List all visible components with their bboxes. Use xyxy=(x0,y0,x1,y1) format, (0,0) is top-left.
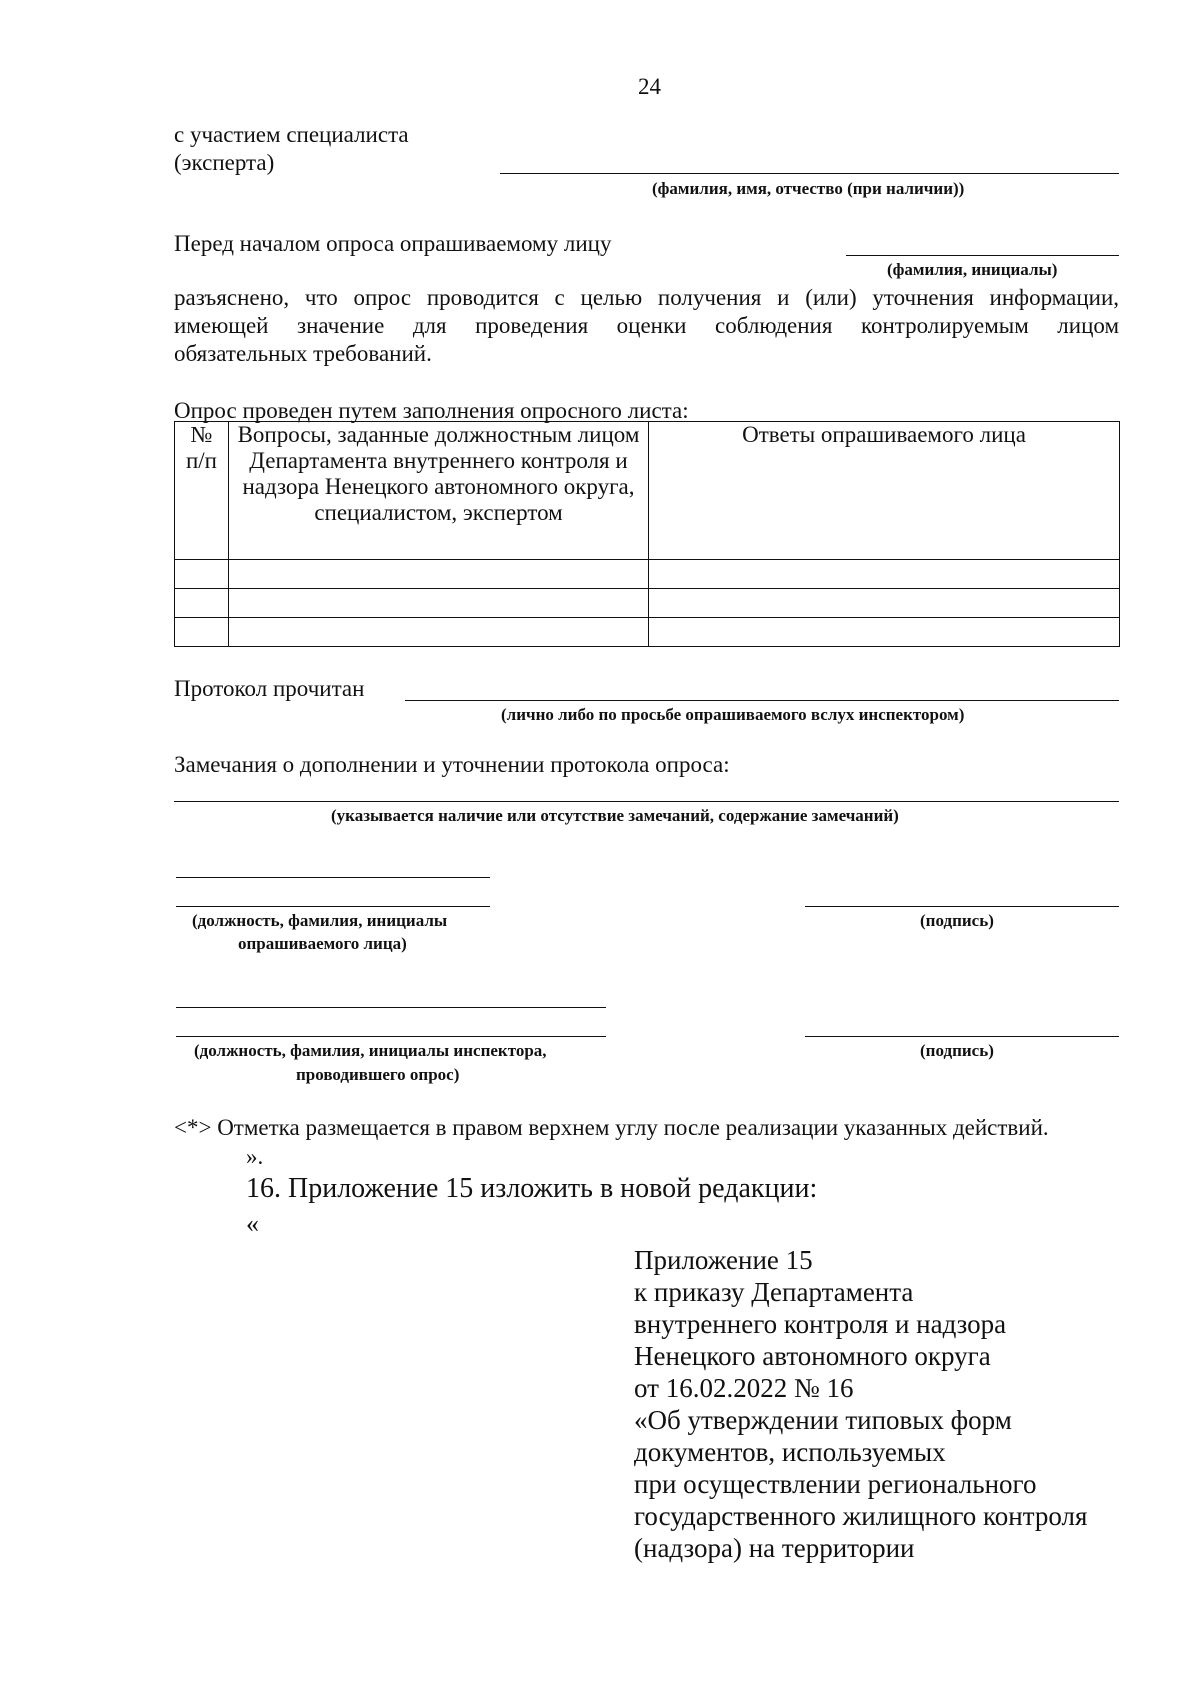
intro-paragraph-line-3: обязательных требований. xyxy=(174,341,432,366)
protocol-line[interactable] xyxy=(405,700,1119,701)
respondent-name-line[interactable] xyxy=(846,255,1119,256)
footnote: <*> Отметка размещается в правом верхнем углу после реализации указанных действий. xyxy=(174,1115,1049,1140)
open-quote: « xyxy=(246,1209,259,1238)
specialist-label: с участием специалиста xyxy=(174,122,409,147)
appendix-header xyxy=(634,1244,1087,1564)
item-16: 16. Приложение 15 изложить в новой редакции: xyxy=(246,1173,818,1204)
appendix-line-10: (надзора) на территории xyxy=(634,1533,915,1563)
appendix-line-6: «Об утверждении типовых форм xyxy=(634,1405,1012,1435)
respondent-hint-2: опрашиваемого лица) xyxy=(238,934,407,953)
answer-cell[interactable] xyxy=(649,589,1120,618)
inspector-hint-1: (должность, фамилия, инициалы инспектора, xyxy=(194,1041,547,1060)
inspector-hint-2: проводившего опрос) xyxy=(296,1065,460,1084)
respondent-signature-hint: (подпись) xyxy=(920,911,994,930)
intro-paragraph-line-1: разъяснено, что опрос проводится с целью получения и (или) уточнения информации, xyxy=(174,285,1119,310)
row-number-cell[interactable] xyxy=(175,618,229,647)
respondent-hint: (фамилия, инициалы) xyxy=(887,260,1058,279)
specialist-hint: (фамилия, имя, отчество (при наличии)) xyxy=(652,179,965,198)
inspector-signature-hint: (подпись) xyxy=(920,1041,994,1060)
table-row xyxy=(175,589,1120,618)
answer-cell[interactable] xyxy=(649,618,1120,647)
remarks-line[interactable] xyxy=(174,801,1119,802)
appendix-line-7: документов, используемых xyxy=(634,1437,946,1467)
appendix-line-1: Приложение 15 xyxy=(634,1245,813,1275)
appendix-line-8: при осуществлении регионального xyxy=(634,1469,1037,1499)
appendix-line-2: к приказу Департамента xyxy=(634,1277,914,1307)
col-number-header: № п/п xyxy=(175,422,229,560)
intro-paragraph-line-2: имеющей значение для проведения оценки соблюдения контролируемым лицом xyxy=(174,313,1119,338)
row-number-cell[interactable] xyxy=(175,589,229,618)
survey-table xyxy=(174,421,1120,647)
col-answers-header: Ответы опрашиваемого лица xyxy=(649,422,1120,560)
protocol-label: Протокол прочитан xyxy=(174,676,365,701)
survey-title: Опрос проведен путем заполнения опросного листа: xyxy=(174,398,689,423)
inspector-position-line-1[interactable] xyxy=(176,1007,606,1008)
inspector-signature-line[interactable] xyxy=(805,1036,1119,1037)
respondent-hint-1: (должность, фамилия, инициалы xyxy=(192,911,448,930)
specialist-name-line[interactable] xyxy=(500,173,1119,174)
respondent-signature-line[interactable] xyxy=(805,906,1119,907)
respondent-position-line-1[interactable] xyxy=(176,877,490,878)
question-cell[interactable] xyxy=(229,560,649,589)
intro-text: Перед началом опроса опрашиваемому лицу xyxy=(174,231,612,256)
page-number: 24 xyxy=(638,74,661,99)
appendix-line-9: государственного жилищного контроля xyxy=(634,1501,1088,1531)
specialist-label-2: (эксперта) xyxy=(174,150,275,175)
table-row xyxy=(175,560,1120,589)
col-questions-header: Вопросы, заданные должностным лицом Департамента внутреннего контроля и надзора Ненецкого автономного округа, специалистом, экспертом xyxy=(229,422,649,560)
remarks-label: Замечания о дополнении и уточнении протокола опроса: xyxy=(174,752,730,777)
close-quote: ». xyxy=(246,1144,264,1169)
row-number-cell[interactable] xyxy=(175,560,229,589)
inspector-position-line-2[interactable] xyxy=(176,1036,606,1037)
protocol-hint: (лично либо по просьбе опрашиваемого вслух инспектором) xyxy=(501,705,965,724)
respondent-position-line-2[interactable] xyxy=(176,906,490,907)
appendix-line-3: внутреннего контроля и надзора xyxy=(634,1309,1007,1339)
appendix-line-5: от 16.02.2022 № 16 xyxy=(634,1373,854,1403)
remarks-hint: (указывается наличие или отсутствие замечаний, содержание замечаний) xyxy=(331,806,899,825)
appendix-line-4: Ненецкого автономного округа xyxy=(634,1341,991,1371)
answer-cell[interactable] xyxy=(649,560,1120,589)
table-row xyxy=(175,618,1120,647)
survey-table-header xyxy=(175,422,1120,560)
question-cell[interactable] xyxy=(229,618,649,647)
question-cell[interactable] xyxy=(229,589,649,618)
